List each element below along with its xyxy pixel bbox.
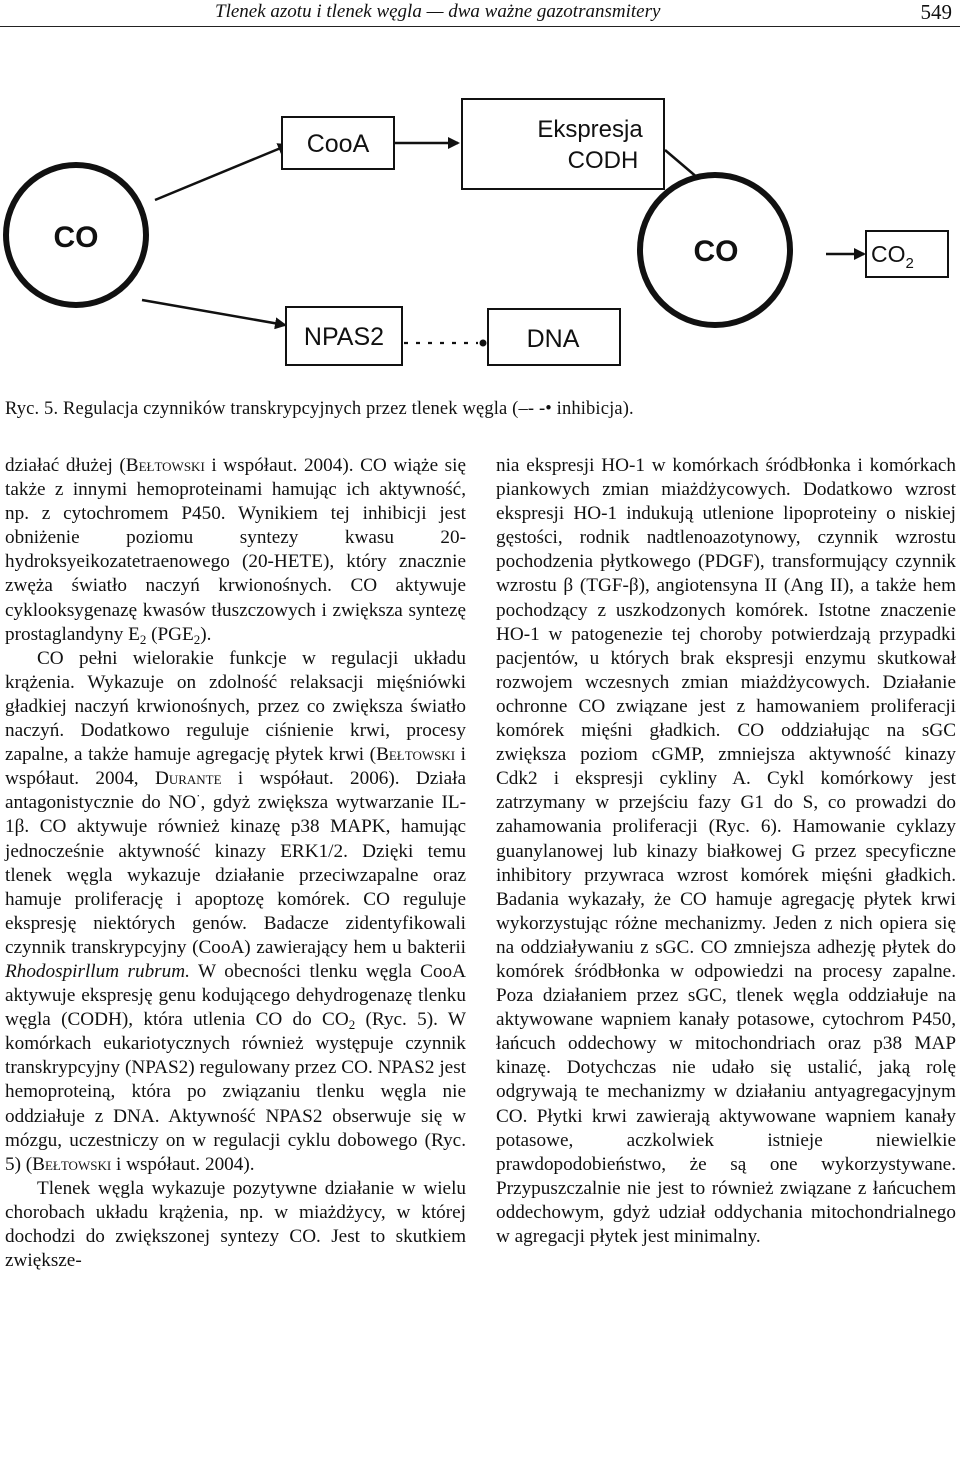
subscript: 2	[193, 631, 201, 647]
left-p1-text-c: (PGE	[146, 623, 194, 645]
author-reference: Bełtowski	[32, 1153, 112, 1175]
figure-caption: Ryc. 5. Regulacja czynników transkrypcyjnych przez tlenek węgla (–- -• inhibicja).	[5, 399, 634, 419]
page-number: 549	[920, 0, 952, 24]
node-dna-label: DNA	[526, 325, 580, 353]
left-p2-text-c: i współaut. 2006). Działa antagonistycznie do NO	[5, 768, 466, 814]
node-co-left-label: CO	[53, 221, 99, 254]
node-cooa-label: CooA	[306, 130, 370, 158]
node-npas2-label: NPAS2	[303, 323, 385, 351]
author-reference: Durante	[154, 768, 222, 790]
regulation-diagram	[0, 95, 960, 390]
inhibition-dot	[480, 340, 487, 347]
node-ekspresja-box	[462, 99, 664, 189]
left-p2-text-a: CO pełni wielorakie funkcje w regulacji układu krążenia. Wykazuje on zdolność relaksacji mięśniówki gładkiej naczyń krwionośnych, przez co zwiększa światło naczyń. Dodatkowo reguluje ciśnienie krwi, procesy zapalne, a także hamuje agregację płytek krwi (	[5, 647, 466, 766]
left-p2-text-e: W obecności tlenku węgla CooA aktywuje ekspresję genu kodującego dehydrogenazę tlenku węgla (CODH), która utlenia CO do CO	[5, 960, 466, 1031]
left-p2-text-d: , gdyż zwiększa wytwarzanie IL-1β. CO aktywuje również kinazę p38 MAPK, hamując jednocześnie aktywność kinazy ERK1/2. Dzięki temu tlenek węgla wykazuje działanie przeciwzapalne oraz hamuje proliferację i apoptozę komórek. CO reguluje ekspresję niektórych genów. Badacze zidentyfikowali czynnik transkrypcyjny (CooA) zawierający hem u bakterii	[5, 792, 466, 958]
edge-co-to-npas2	[142, 300, 285, 325]
node-ekspresja-label-1: Ekspresja	[537, 116, 643, 143]
right-paragraph-1: nia ekspresji HO-1 w komórkach śródbłonka i komórkach piankowych zmian miażdżycowych. Dodatkowo wzrost ekspresji HO-1 indukują utlenione lipoproteiny o niskiej gęstości, rodnik nadtlenoazotynowy, czynnik wzrostu pochodzenia płytkowego (PDGF), transformujący czynnik wzrostu β (TGF-β), angiotensyna II (Ang II), a także hem pochodzący z uszkodzonych komórek. Istotne znaczenie HO-1 w patogenezie tej choroby potwierdzają przypadki pacjentów, u których brak ekspresji enzymu skutkował rozwojem wczesnych zmian miażdżycowych. Działanie ochronne CO związane jest z hamowaniem proliferacji komórek mięśni gładkich. CO oddziałując na sGC zwiększa poziom cGMP, zmniejsza aktywność kinazy Cdk2 i ekspresji cykliny A. Cykl komórkowy jest zatrzymany w przejściu fazy G1 do S, co prowadzi do zahamowania proliferacji (Ryc. 6). Hamowanie cyklazy guanylanowej lub kinazy białkowej G przez specyficzne inhibitory przywraca wzrost komórek mięśni gładkich. Badania wykazały, że CO hamuje agregację płytek krwi wykorzystując różne mechanizmy. Jeden z nich opiera się na oddziaływaniu z sGC. CO zmniejsza adhezję płytek do komórek śródbłonka w odpowiedzi na procesy zapalne. Poza działaniem przez sGC, tlenek węgla oddziałuje na aktywowane wapniem kanały potasowe, cytochrom P450, łańcuch oddechowy w mitochondriach oraz p38 MAP kinazę. Dotychczas nie udało się ustalić, jaką rolę odgrywają te mechanizmy w działaniu antyagregacyjnym CO. Płytki krwi zawierają aktywowane wapniem kanały potasowe, aczkolwiek istnieje niewielkie prawdopodobieństwo, że są one wykorzystywane. Przypuszczalnie nie jest to również związane z łańcuchem oddechowym, gdyż udział oddychania mitochondrialnego w agregacji płytek jest minimalny.	[496, 455, 956, 1247]
author-reference: Bełtowski	[125, 455, 205, 476]
running-title: Tlenek azotu i tlenek węgla — dwa ważne gazotransmitery	[215, 1, 661, 22]
left-p2-text-f: (Ryc. 5). W komórkach eukariotycznych również występuje czynnik transkrypcyjny (NPAS2) regulowany przez CO. NPAS2 jest hemoproteiną, która po związaniu tlenku węgla nie oddziałuje z DNA. Aktywność NPAS2 obserwuje się w mózgu, uczestniczy on w regulacji cyklu dobowego (Ryc. 5) (	[5, 1009, 466, 1175]
node-co2-label-sub: 2	[905, 255, 914, 272]
left-paragraph-2	[5, 647, 466, 1177]
right-column	[496, 454, 956, 1249]
edge-co-to-cooa	[155, 145, 288, 200]
left-p1-text-a: działać dłużej (	[5, 455, 126, 476]
author-reference: Bełtowski	[376, 744, 456, 766]
superscript: ·	[196, 788, 201, 804]
subscript: 2	[139, 631, 147, 647]
figure-diagram	[0, 95, 960, 390]
subscript: 2	[348, 1017, 356, 1033]
node-co-right-label: CO	[693, 235, 739, 268]
left-p1-text-b: i współaut. 2004). CO wiąże się także z innymi hemoproteinami hamując ich aktywność, np. z cytochromem P450. Wynikiem tej inhibicji jest obniżenie poziomu syntezy kwasu 20-hydroksyeikozatetraenowego (20-HETE), który znacznie zwęża światło naczyń krwionośnych. CO aktywuje cyklooksygenazę kwasów tłuszczowych i zwiększa syntezę prostaglandyny E	[5, 455, 466, 645]
left-paragraph-3: Tlenek węgla wykazuje pozytywne działanie w wielu chorobach układu krążenia, np. w miażdżycy, w której dochodzi do zwiększonej syntezy CO. Jest to skutkiem zwiększe-	[5, 1177, 466, 1272]
left-p2-text-g: i współaut. 2004).	[111, 1153, 255, 1175]
node-co2-label-main: CO	[871, 241, 906, 267]
left-paragraph-1	[5, 454, 466, 647]
page-header	[0, 0, 960, 27]
left-column	[5, 454, 466, 1273]
node-ekspresja-label-2: CODH	[567, 147, 639, 174]
left-p2-text-b: i współaut. 2004,	[5, 744, 466, 790]
species-name: Rhodospirllum rubrum.	[5, 960, 190, 982]
left-p1-text-d: ).	[200, 623, 212, 645]
